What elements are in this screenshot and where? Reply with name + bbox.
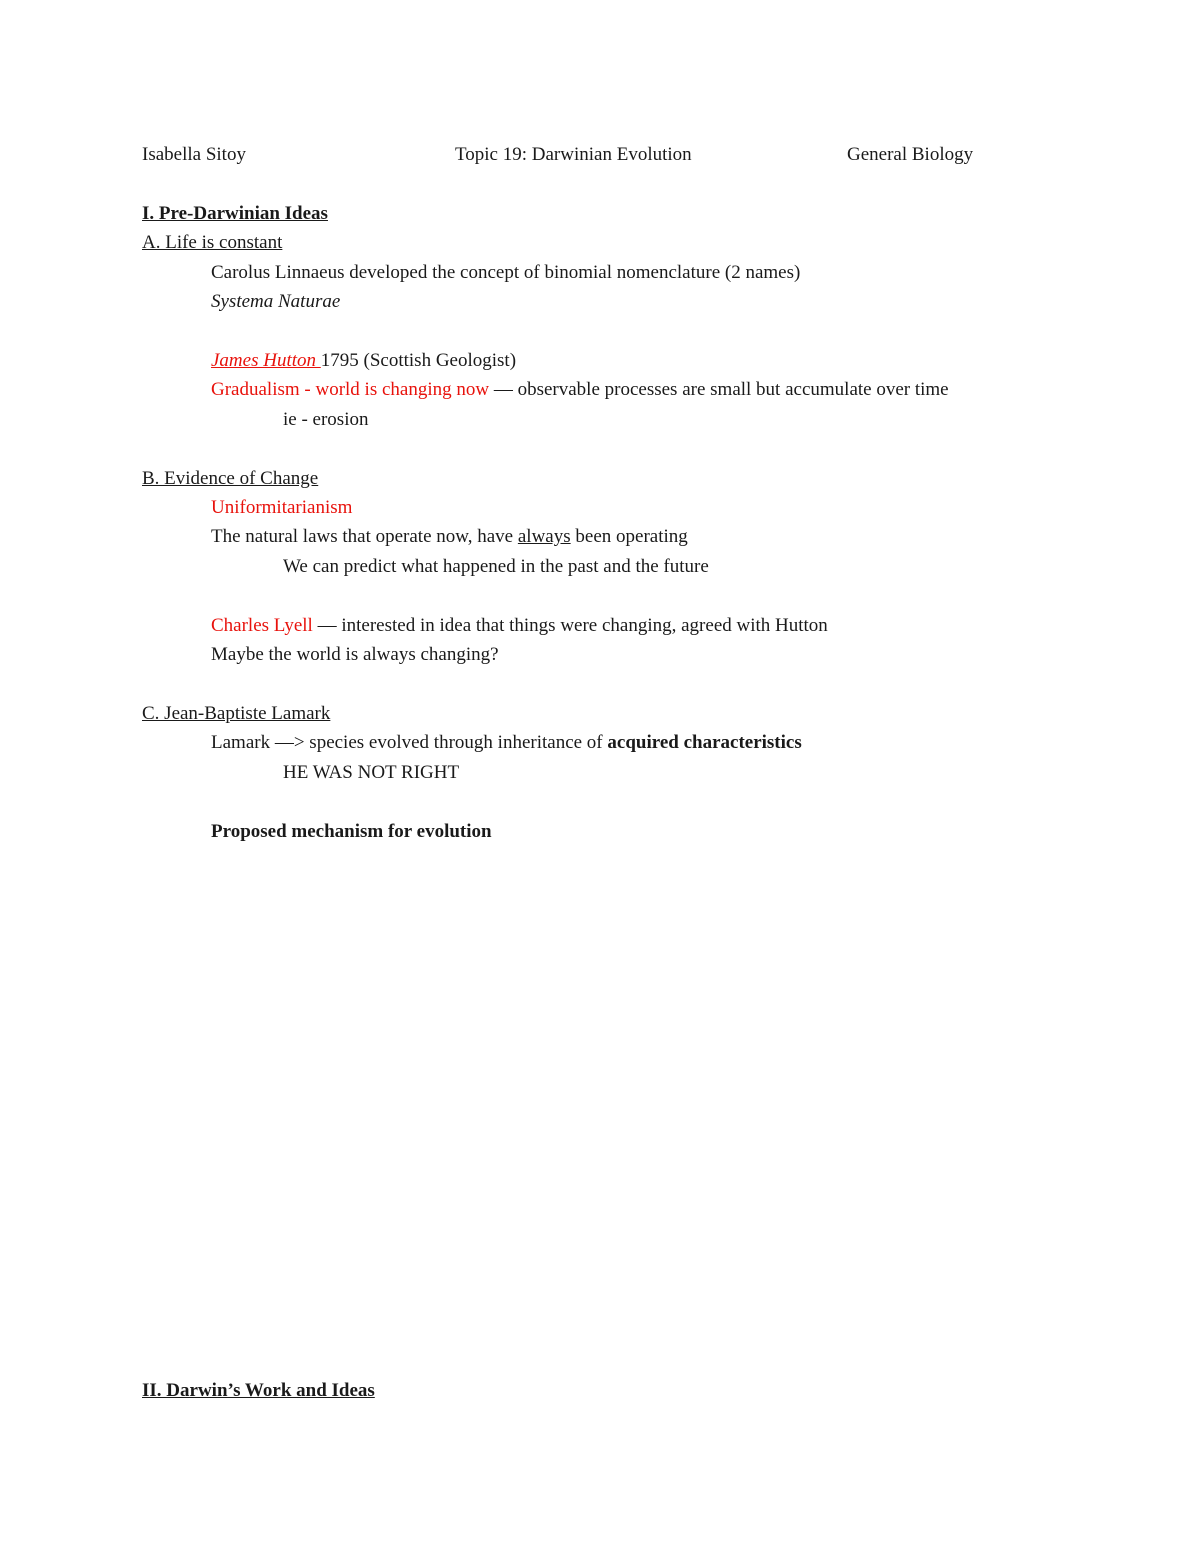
natural-laws-post: been operating <box>570 526 688 547</box>
lyell-name: Charles Lyell <box>211 615 313 636</box>
not-right-note: HE WAS NOT RIGHT <box>283 762 460 783</box>
predict-note: We can predict what happened in the past and the future <box>283 556 709 577</box>
hutton-name: James Hutton <box>211 350 321 371</box>
proposed-mechanism: Proposed mechanism for evolution <box>211 821 492 842</box>
header-author: Isabella Sitoy <box>142 144 246 165</box>
hutton-line <box>211 349 516 373</box>
acquired-characteristics: acquired characteristics <box>607 732 802 753</box>
world-changing-question: Maybe the world is always changing? <box>211 644 499 665</box>
erosion-example: ie - erosion <box>283 409 369 430</box>
header-course: General Biology <box>847 144 974 165</box>
section-1-title: I. Pre-Darwinian Ideas <box>142 203 328 224</box>
gradualism-term: Gradualism - world is changing now <box>211 379 490 400</box>
section-2-title: II. Darwin’s Work and Ideas <box>142 1380 375 1401</box>
gradualism-line <box>211 378 949 402</box>
systema-naturae-note: Systema Naturae <box>211 291 341 312</box>
subsection-b-heading: B. Evidence of Change <box>142 468 319 489</box>
uniformitarianism-term: Uniformitarianism <box>211 497 353 518</box>
lamark-line <box>211 731 802 755</box>
header-topic: Topic 19: Darwinian Evolution <box>455 144 692 165</box>
linnaeus-note: Carolus Linnaeus developed the concept of binomial nomenclature (2 names) <box>211 262 801 283</box>
natural-laws-pre: The natural laws that operate now, have <box>211 526 518 547</box>
hutton-detail: 1795 (Scottish Geologist) <box>320 350 517 371</box>
subsection-a-heading: A. Life is constant <box>142 232 283 253</box>
lyell-detail: — interested in idea that things were changing, agreed with Hutton <box>312 615 828 636</box>
gradualism-detail: — observable processes are small but accumulate over time <box>489 379 949 400</box>
natural-laws-line <box>211 525 688 549</box>
lamark-pre: Lamark —> species evolved through inheritance of <box>211 732 608 753</box>
subsection-c-heading: C. Jean-Baptiste Lamark <box>142 703 331 724</box>
always-word: always <box>517 526 571 547</box>
lyell-line <box>211 614 828 638</box>
